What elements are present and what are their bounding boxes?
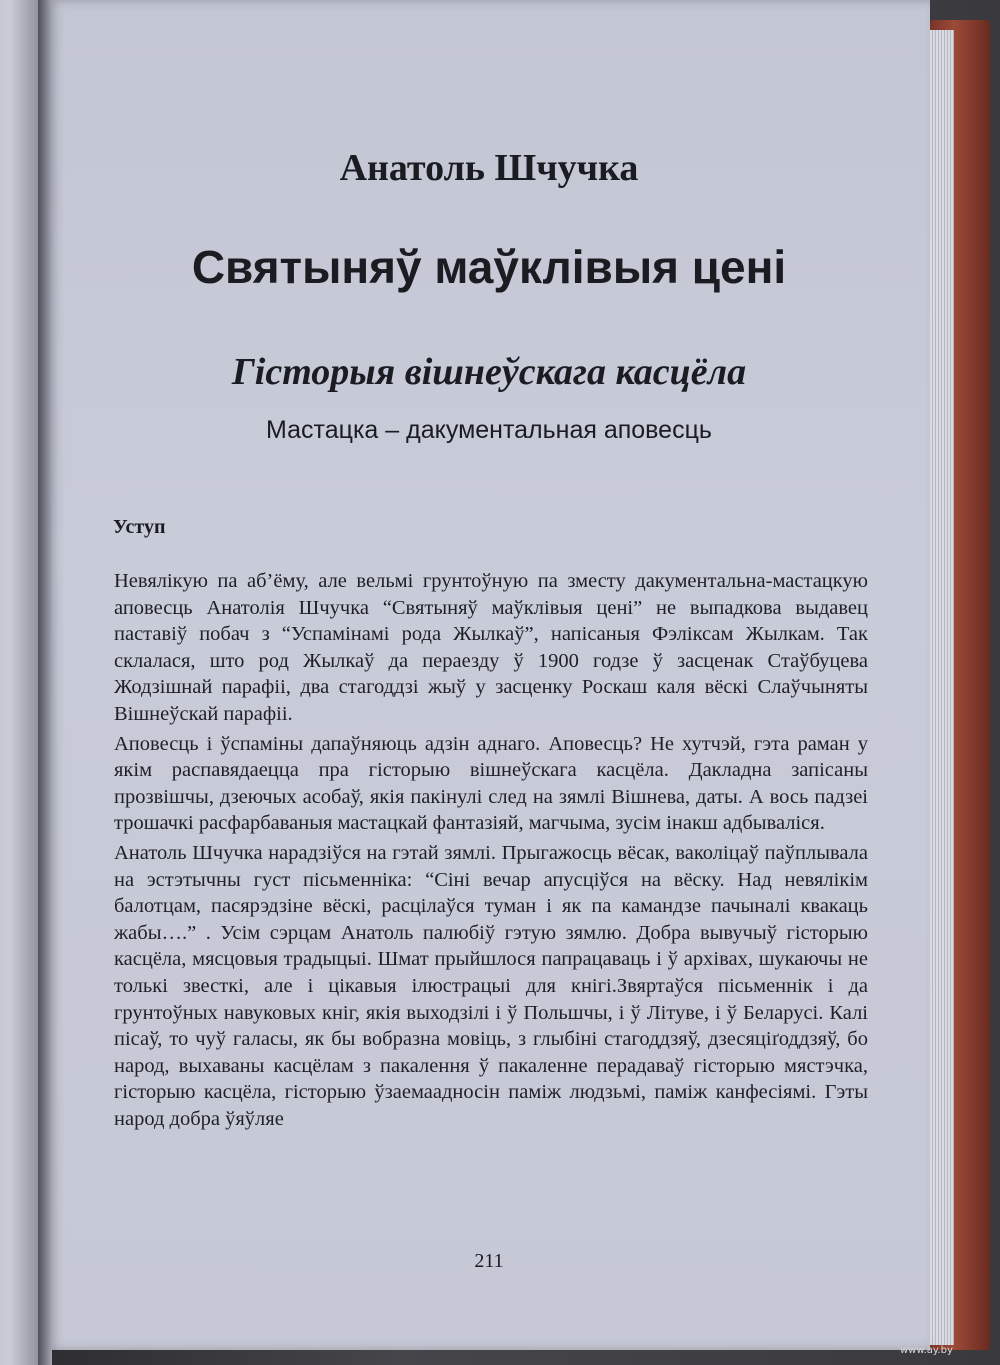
left-page-edge <box>0 0 42 1365</box>
author-name: Анатоль Шчучка <box>339 147 639 189</box>
book-subtitle: Гісторыя вішнеўскага касцёла <box>231 351 747 393</box>
book-page <box>48 0 930 1350</box>
book-title: Святыняў маўклівыя цені <box>191 241 787 293</box>
genre-line: Мастацка – дакументальная аповесць <box>266 416 712 444</box>
paragraph: Невялікую па аб’ёму, але вельмі грунтоўную па зместу дакументальна-мастацкую аповесць Анатолія Шчучка “Святыняў маўклівыя цені” не выпадкова выдавец паставіў побач з “Успамінамі рода Жылкаў”, напісаныя Фэліксам Жылкам. Так склалася, што род Жылкаў да пераезду ў 1900 годзе ў засценак Стаўбуцева Жодзішнай парафіі, два стагоддзі жыў у засценку Роскаш каля вёскі Слаўчыняты Вішнеўскай парафіі. <box>114 570 868 725</box>
paragraph: Аповесць і ўспаміны дапаўняюць адзін аднаго. Аповесць? Не хутчэй, гэта раман у якім распавядаецца пра гісторыю вішнеўскага касцёла. Дакладна запісаны прозвішчы, дзеючых асобаў, якія пакінулі след на зямлі Вішнева, даты. А вось падзеі трошачкі расфарбаваныя мастацкай фантазіяй, магчыма, зусім інакш адбываліся. <box>114 732 868 835</box>
page-number: 211 <box>474 1250 504 1272</box>
paragraph: Анатоль Шчучка нарадзіўся на гэтай зямлі. Прыгажосць вёсак, ваколіцаў паўплывала на эстэтычны густ пісьменніка: “Сіні вечар апусціўся на вёску. Над невялікім балотцам, пасярэдзіне вёскі, расцілаўся туман і як па камандзе пачыналі квакаць жабы….” . Усім сэрцам Анатоль палюбіў гэтую зямлю. Добра вывучыў гісторыю касцёла, мясцовыя традыцыі. Шмат прыйшлося папрацаваць і ў архівах, шукаючы не толькі звесткі, але і цікавыя ілюстрацыі для кнігі.Звяртаўся пісьменнік і да грунтоўных навуковых кніг, якія выходзілі і ў Польшчы, і ў Літуве, і ў Беларусі. Калі пісаў, то чуў галасы, як бы вобразна мовіць, з глыбіні стагоддзяў, дзесяціґоддзяў, бо народ, выхаваны касцёлам з пакалення ў пакаленне перадаваў гісторыю мястэчка, гісторыю касцёла, гісторыю ўзаемаадносін паміж людзьмі, паміж канфесіямі. Гэты народ добра ўяўляе <box>114 841 868 1130</box>
body-text <box>114 568 868 1132</box>
watermark: www.ay.by <box>900 1345 953 1356</box>
book-gutter <box>38 0 52 1365</box>
section-heading: Уступ <box>113 516 166 538</box>
